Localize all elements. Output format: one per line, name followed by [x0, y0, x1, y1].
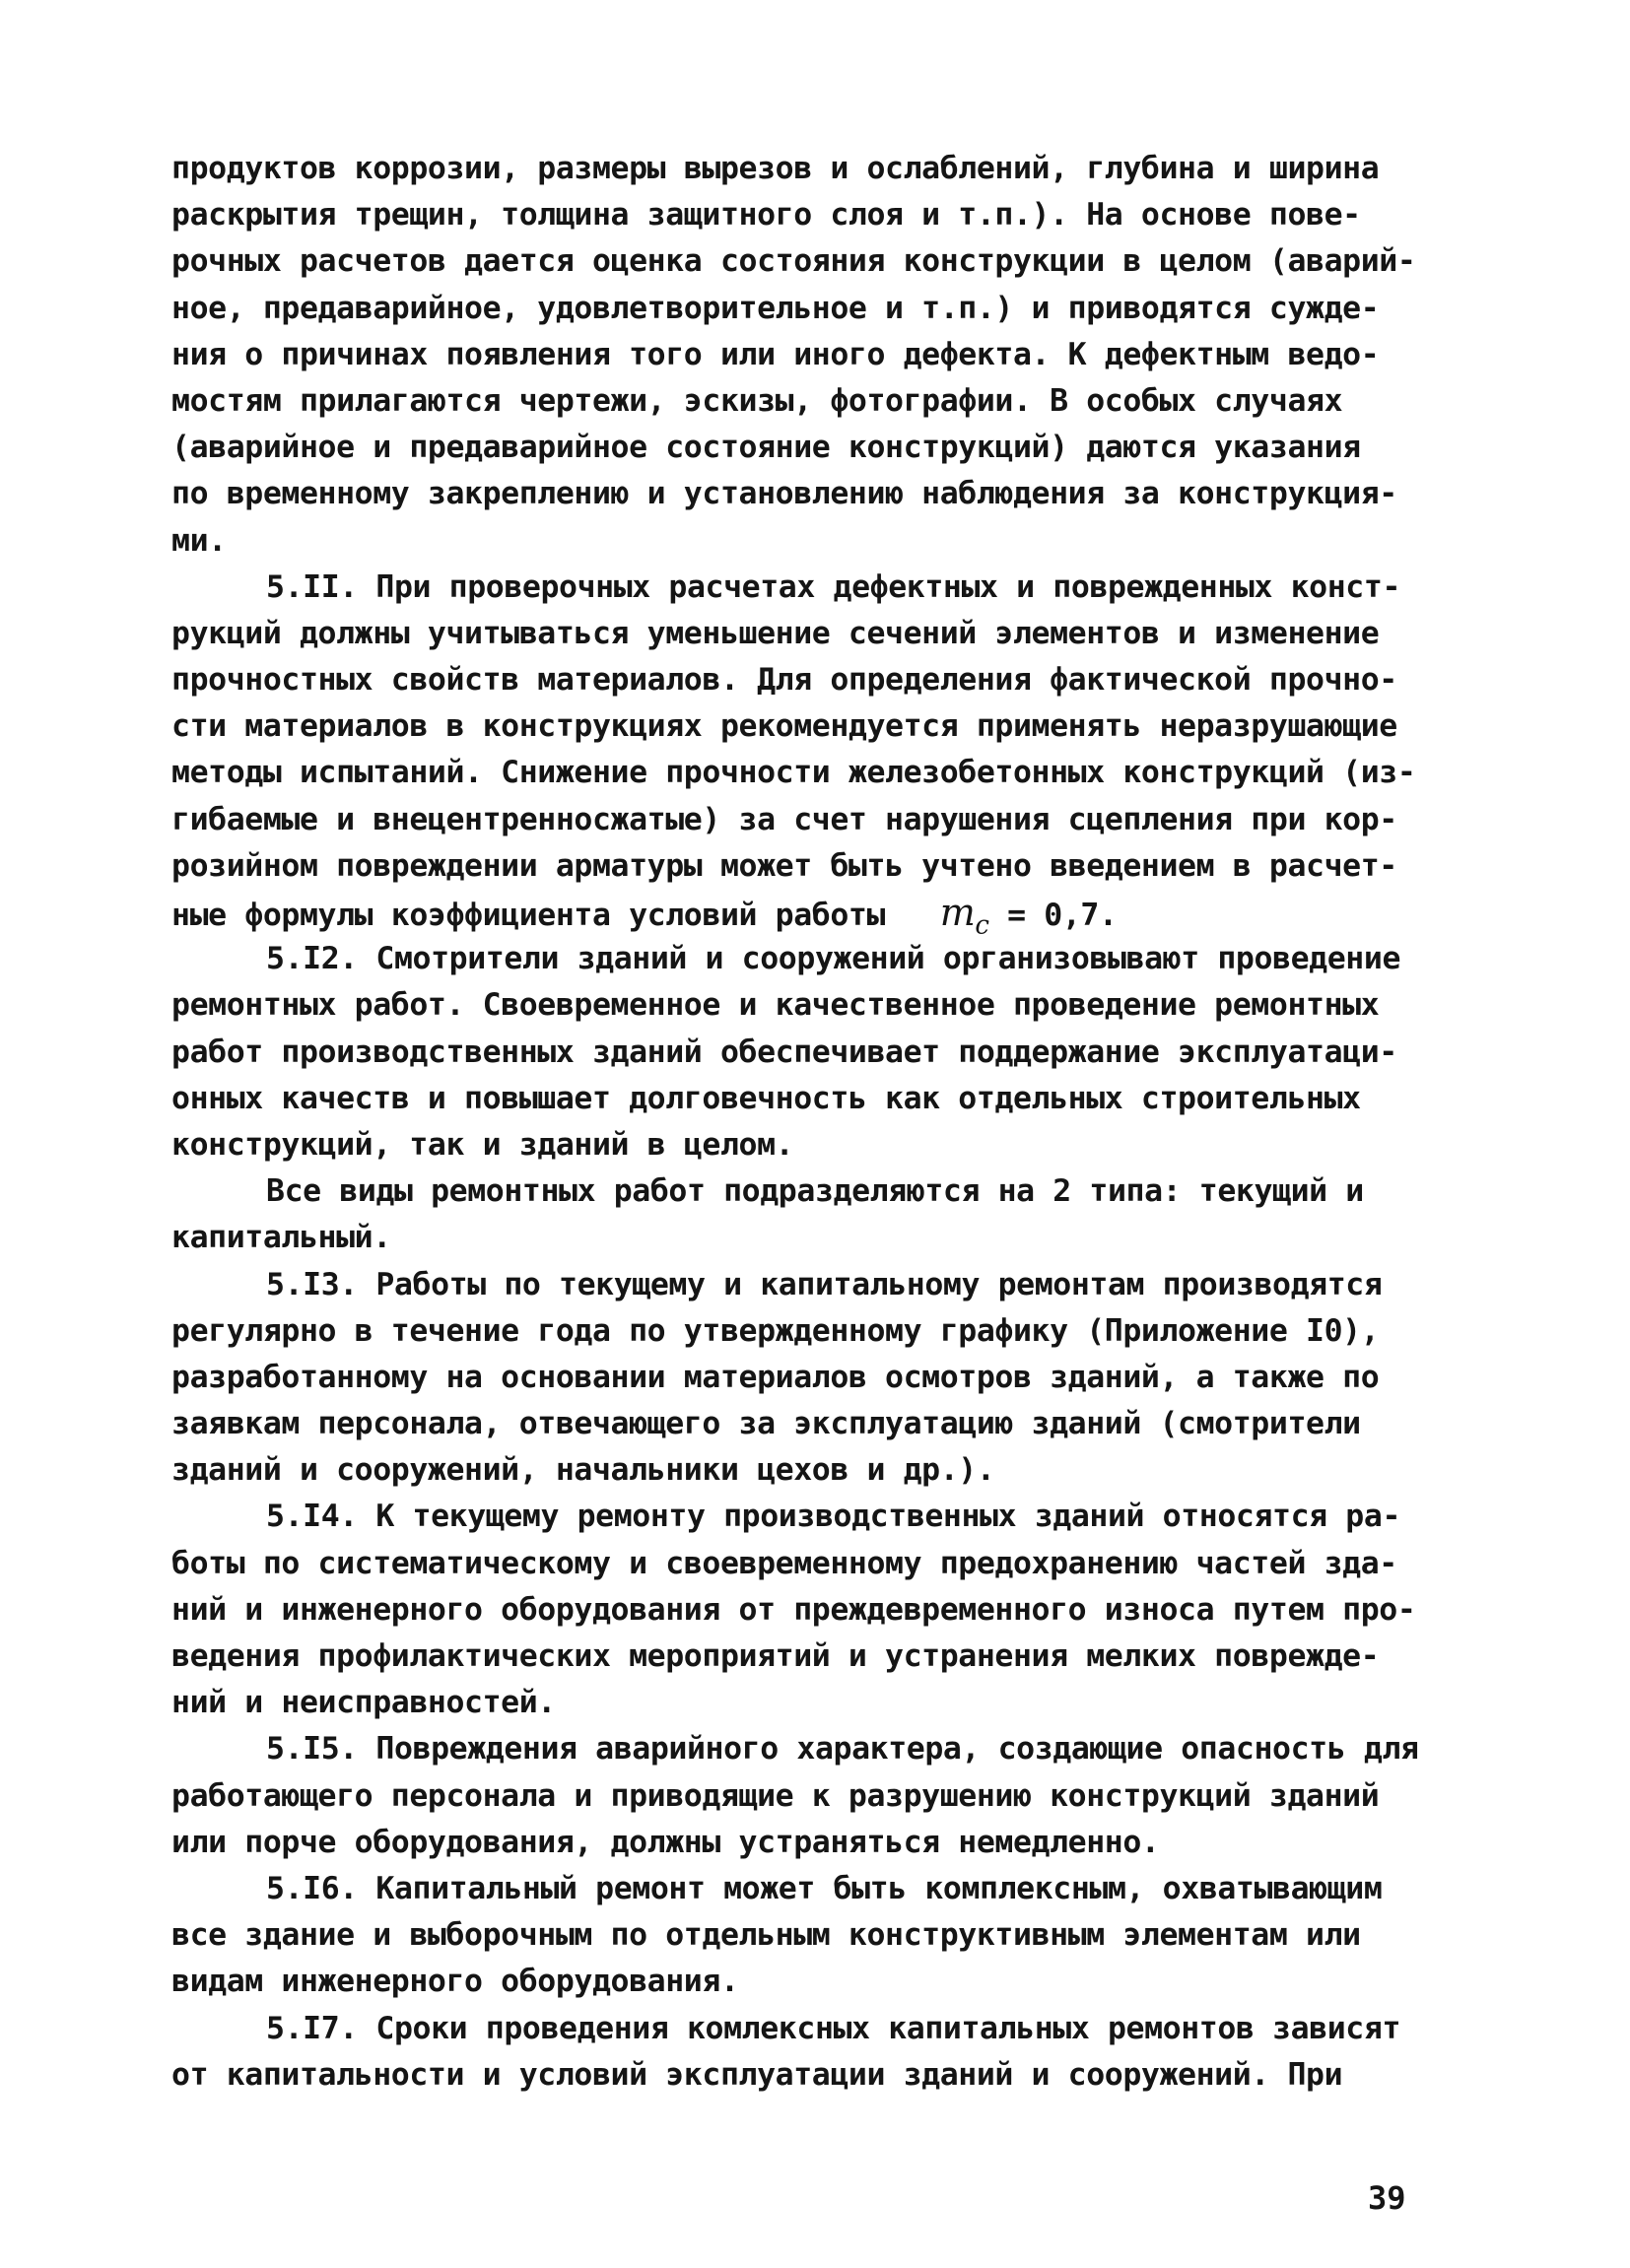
text-line: разработанному на основании материалов осмотров зданий, а также по	[171, 1359, 1380, 1395]
text-line: ное, предаварийное, удовлетворительное и т.п.) и приводятся сужде-	[171, 290, 1380, 326]
text-line: видам инженерного оборудования.	[171, 1964, 739, 2000]
text-line: ния о причинах появления того или иного дефекта. К дефектным ведо-	[171, 336, 1380, 372]
text-line: капитальный.	[171, 1220, 391, 1256]
text-line: от капитальности и условий эксплуатации зданий и сооружений. При	[171, 2056, 1343, 2093]
text-line: розийном повреждении арматуры может быть учтено введением в расчет-	[171, 847, 1397, 884]
section-5-15-start: 5.I5. Повреждения аварийного характера, создающие опасность для	[266, 1731, 1419, 1768]
section-5-16-start: 5.I6. Капитальный ремонт может быть комплексным, охватывающим	[266, 1870, 1383, 1906]
text-line: онных качеств и повышает долговечность как отдельных строительных	[171, 1080, 1361, 1116]
section-5-17-start: 5.I7. Сроки проведения комлексных капитальных ремонтов зависят	[266, 2010, 1401, 2046]
text-line: прочностных свойств материалов. Для определения фактической прочно-	[171, 662, 1397, 699]
text-line: работ производственных зданий обеспечивает поддержание эксплуатаци-	[171, 1034, 1397, 1070]
text-line: зданий и сооружений, начальники цехов и др.).	[171, 1452, 995, 1489]
text-line: продуктов коррозии, размеры вырезов и ослаблений, глубина и ширина	[171, 151, 1380, 186]
coefficient-value: = 0,7.	[1007, 898, 1118, 933]
section-5-13-start: 5.I3. Работы по текущему и капитальному ремонтам производятся	[266, 1266, 1383, 1302]
text-line: регулярно в течение года по утвержденному графику (Приложение I0),	[171, 1312, 1380, 1349]
text-line: ведения профилактических мероприятий и устранения мелких поврежде-	[171, 1638, 1380, 1674]
text-line: мостям прилагаются чертежи, эскизы, фотографии. В особых случаях	[171, 382, 1343, 419]
text-line: рукций должны учитываться уменьшение сечений элементов и изменение	[171, 615, 1380, 651]
text-line: рочных расчетов дается оценка состояния конструкции в целом (аварий-	[171, 243, 1416, 280]
text-line: методы испытаний. Снижение прочности железобетонных конструкций (из-	[171, 755, 1416, 791]
page-number: 39	[1368, 2179, 1406, 2217]
text-line: ремонтных работ. Своевременное и качественное проведение ремонтных	[171, 987, 1380, 1024]
text-line: сти материалов в конструкциях рекомендуется применять неразрушающие	[171, 708, 1397, 745]
text-line: ний и неисправностей.	[171, 1685, 556, 1721]
text-line: (аварийное и предаварийное состояние конструкций) даются указания	[171, 430, 1361, 466]
text-line: заявкам персонала, отвечающего за эксплуатацию зданий (смотрители	[171, 1406, 1361, 1442]
text-line: раскрытия трещин, толщина защитного слоя и т.п.). На основе пове-	[171, 197, 1361, 233]
text-line: по временному закреплению и установлению наблюдения за конструкция-	[171, 476, 1397, 512]
text-line: боты по систематическому и своевременному предохранению частей зда-	[171, 1545, 1397, 1581]
section-5-11-start: 5.II. При проверочных расчетах дефектных и поврежденных конст-	[266, 568, 1401, 605]
text-line: все здание и выборочным по отдельным конструктивным элементам или	[171, 1917, 1361, 1954]
text-line: конструкций, так и зданий в целом.	[171, 1126, 794, 1163]
section-5-12-start: 5.I2. Смотрители зданий и сооружений организовывают проведение	[266, 941, 1401, 977]
formula-line	[171, 890, 1472, 941]
text-line: ний и инженерного оборудования от преждевременного износа путем про-	[171, 1591, 1416, 1628]
text-line: или порче оборудования, должны устраняться немедленно.	[171, 1824, 1160, 1860]
document-body	[171, 146, 1472, 2099]
paragraph-start: Все виды ремонтных работ подразделяются на 2 типа: текущий и	[266, 1173, 1364, 1210]
text-line: ми.	[171, 522, 227, 559]
formula-lead-text: ные формулы коэффициента условий работы	[171, 898, 886, 933]
coefficient-symbol: $m_c$	[939, 891, 989, 941]
text-line: гибаемые и внецентренносжатые) за счет нарушения сцепления при кор-	[171, 801, 1397, 837]
section-5-14-start: 5.I4. К текущему ремонту производственных зданий относятся ра-	[266, 1499, 1401, 1535]
text-line: работающего персонала и приводящие к разрушению конструкций зданий	[171, 1777, 1380, 1814]
